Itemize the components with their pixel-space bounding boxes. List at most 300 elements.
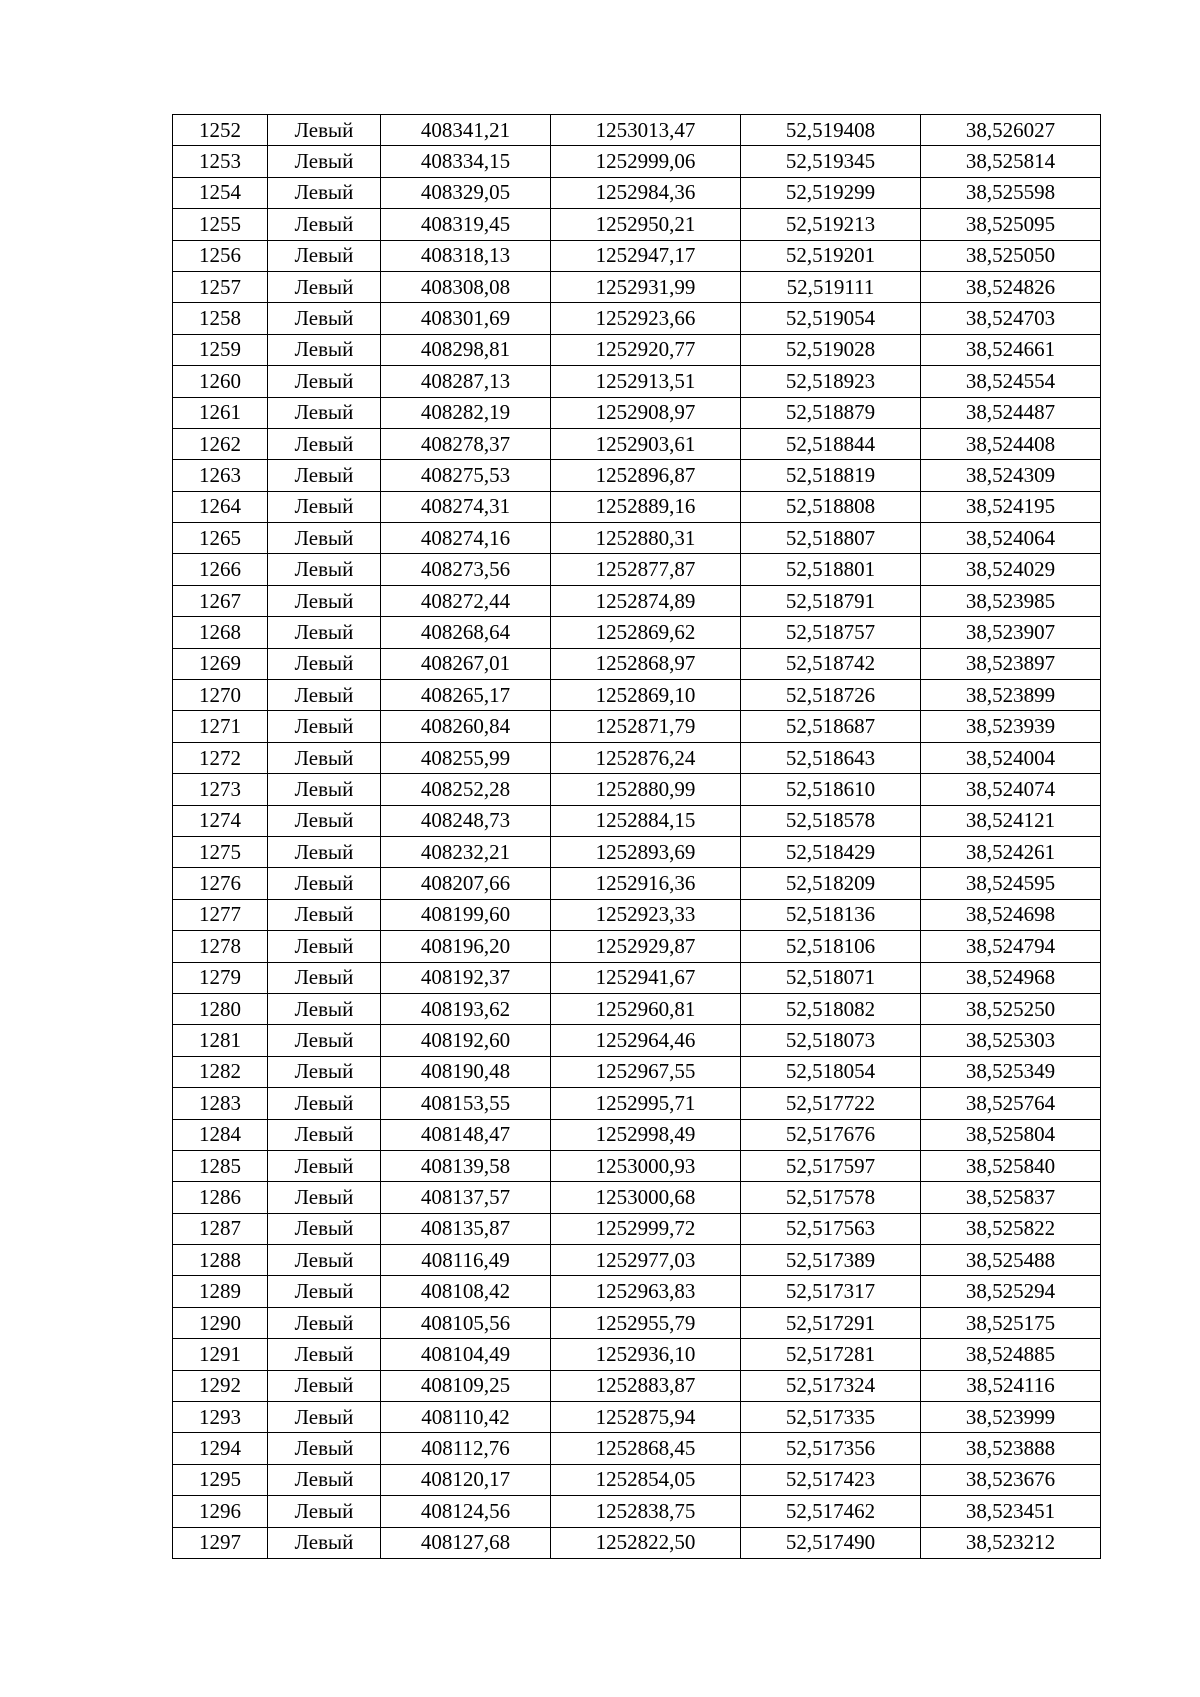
- table-row: [173, 774, 1101, 805]
- point-number-cell: 1281: [173, 1025, 268, 1056]
- point-number-cell: 1276: [173, 868, 268, 899]
- y-coordinate-cell: 1252893,69: [551, 836, 741, 867]
- latitude-cell: 52,518808: [741, 491, 921, 522]
- side-cell: Левый: [268, 617, 381, 648]
- table-row: [173, 1433, 1101, 1464]
- latitude-cell: 52,519111: [741, 271, 921, 302]
- y-coordinate-cell: 1252883,87: [551, 1370, 741, 1401]
- longitude-cell: 38,523939: [921, 711, 1101, 742]
- point-number-cell: 1264: [173, 491, 268, 522]
- y-coordinate-cell: 1252929,87: [551, 931, 741, 962]
- x-coordinate-cell: 408260,84: [381, 711, 551, 742]
- side-cell: Левый: [268, 334, 381, 365]
- x-coordinate-cell: 408255,99: [381, 742, 551, 773]
- side-cell: Левый: [268, 742, 381, 773]
- side-cell: Левый: [268, 397, 381, 428]
- table-row: [173, 1213, 1101, 1244]
- table-row: [173, 711, 1101, 742]
- x-coordinate-cell: 408232,21: [381, 836, 551, 867]
- longitude-cell: 38,524661: [921, 334, 1101, 365]
- point-number-cell: 1275: [173, 836, 268, 867]
- longitude-cell: 38,524116: [921, 1370, 1101, 1401]
- table-row: [173, 1182, 1101, 1213]
- latitude-cell: 52,517317: [741, 1276, 921, 1307]
- y-coordinate-cell: 1252877,87: [551, 554, 741, 585]
- table-row: [173, 617, 1101, 648]
- longitude-cell: 38,523676: [921, 1464, 1101, 1495]
- latitude-cell: 52,517722: [741, 1088, 921, 1119]
- latitude-cell: 52,517578: [741, 1182, 921, 1213]
- point-number-cell: 1274: [173, 805, 268, 836]
- latitude-cell: 52,518209: [741, 868, 921, 899]
- side-cell: Левый: [268, 428, 381, 459]
- longitude-cell: 38,525050: [921, 240, 1101, 271]
- x-coordinate-cell: 408192,37: [381, 962, 551, 993]
- y-coordinate-cell: 1252875,94: [551, 1402, 741, 1433]
- x-coordinate-cell: 408124,56: [381, 1496, 551, 1527]
- side-cell: Левый: [268, 271, 381, 302]
- side-cell: Левый: [268, 993, 381, 1024]
- y-coordinate-cell: 1252967,55: [551, 1056, 741, 1087]
- y-coordinate-cell: 1252880,31: [551, 523, 741, 554]
- y-coordinate-cell: 1252931,99: [551, 271, 741, 302]
- x-coordinate-cell: 408341,21: [381, 115, 551, 146]
- table-row: [173, 491, 1101, 522]
- side-cell: Левый: [268, 1025, 381, 1056]
- side-cell: Левый: [268, 1088, 381, 1119]
- table-row: [173, 271, 1101, 302]
- y-coordinate-cell: 1252995,71: [551, 1088, 741, 1119]
- x-coordinate-cell: 408109,25: [381, 1370, 551, 1401]
- point-number-cell: 1265: [173, 523, 268, 554]
- side-cell: Левый: [268, 303, 381, 334]
- point-number-cell: 1259: [173, 334, 268, 365]
- longitude-cell: 38,525294: [921, 1276, 1101, 1307]
- point-number-cell: 1285: [173, 1150, 268, 1181]
- x-coordinate-cell: 408104,49: [381, 1339, 551, 1370]
- side-cell: Левый: [268, 962, 381, 993]
- y-coordinate-cell: 1252955,79: [551, 1307, 741, 1338]
- longitude-cell: 38,523888: [921, 1433, 1101, 1464]
- longitude-cell: 38,524261: [921, 836, 1101, 867]
- latitude-cell: 52,518429: [741, 836, 921, 867]
- y-coordinate-cell: 1252838,75: [551, 1496, 741, 1527]
- latitude-cell: 52,519299: [741, 177, 921, 208]
- latitude-cell: 52,518807: [741, 523, 921, 554]
- y-coordinate-cell: 1252936,10: [551, 1339, 741, 1370]
- side-cell: Левый: [268, 648, 381, 679]
- latitude-cell: 52,518071: [741, 962, 921, 993]
- latitude-cell: 52,517563: [741, 1213, 921, 1244]
- longitude-cell: 38,526027: [921, 115, 1101, 146]
- table-row: [173, 460, 1101, 491]
- point-number-cell: 1263: [173, 460, 268, 491]
- y-coordinate-cell: 1252876,24: [551, 742, 741, 773]
- latitude-cell: 52,517490: [741, 1527, 921, 1558]
- side-cell: Левый: [268, 1402, 381, 1433]
- x-coordinate-cell: 408196,20: [381, 931, 551, 962]
- x-coordinate-cell: 408319,45: [381, 209, 551, 240]
- latitude-cell: 52,519213: [741, 209, 921, 240]
- y-coordinate-cell: 1252916,36: [551, 868, 741, 899]
- point-number-cell: 1297: [173, 1527, 268, 1558]
- longitude-cell: 38,525840: [921, 1150, 1101, 1181]
- latitude-cell: 52,518643: [741, 742, 921, 773]
- y-coordinate-cell: 1252889,16: [551, 491, 741, 522]
- x-coordinate-cell: 408148,47: [381, 1119, 551, 1150]
- y-coordinate-cell: 1252871,79: [551, 711, 741, 742]
- latitude-cell: 52,517676: [741, 1119, 921, 1150]
- side-cell: Левый: [268, 1182, 381, 1213]
- point-number-cell: 1280: [173, 993, 268, 1024]
- point-number-cell: 1273: [173, 774, 268, 805]
- longitude-cell: 38,525822: [921, 1213, 1101, 1244]
- x-coordinate-cell: 408308,08: [381, 271, 551, 302]
- side-cell: Левый: [268, 1056, 381, 1087]
- longitude-cell: 38,524554: [921, 366, 1101, 397]
- latitude-cell: 52,517462: [741, 1496, 921, 1527]
- point-number-cell: 1256: [173, 240, 268, 271]
- x-coordinate-cell: 408252,28: [381, 774, 551, 805]
- side-cell: Левый: [268, 1433, 381, 1464]
- x-coordinate-cell: 408274,31: [381, 491, 551, 522]
- point-number-cell: 1296: [173, 1496, 268, 1527]
- side-cell: Левый: [268, 460, 381, 491]
- point-number-cell: 1253: [173, 146, 268, 177]
- latitude-cell: 52,517423: [741, 1464, 921, 1495]
- table-row: [173, 554, 1101, 585]
- y-coordinate-cell: 1252923,66: [551, 303, 741, 334]
- table-row: [173, 209, 1101, 240]
- point-number-cell: 1282: [173, 1056, 268, 1087]
- latitude-cell: 52,518082: [741, 993, 921, 1024]
- table-row: [173, 648, 1101, 679]
- latitude-cell: 52,517281: [741, 1339, 921, 1370]
- side-cell: Левый: [268, 366, 381, 397]
- x-coordinate-cell: 408108,42: [381, 1276, 551, 1307]
- longitude-cell: 38,524029: [921, 554, 1101, 585]
- y-coordinate-cell: 1253013,47: [551, 115, 741, 146]
- side-cell: Левый: [268, 711, 381, 742]
- latitude-cell: 52,518757: [741, 617, 921, 648]
- x-coordinate-cell: 408282,19: [381, 397, 551, 428]
- point-number-cell: 1257: [173, 271, 268, 302]
- x-coordinate-cell: 408298,81: [381, 334, 551, 365]
- y-coordinate-cell: 1252868,45: [551, 1433, 741, 1464]
- x-coordinate-cell: 408116,49: [381, 1245, 551, 1276]
- table-row: [173, 962, 1101, 993]
- longitude-cell: 38,525837: [921, 1182, 1101, 1213]
- side-cell: Левый: [268, 1496, 381, 1527]
- y-coordinate-cell: 1252896,87: [551, 460, 741, 491]
- table-row: [173, 1496, 1101, 1527]
- table-row: [173, 899, 1101, 930]
- x-coordinate-cell: 408207,66: [381, 868, 551, 899]
- longitude-cell: 38,523907: [921, 617, 1101, 648]
- latitude-cell: 52,518819: [741, 460, 921, 491]
- table-row: [173, 1276, 1101, 1307]
- point-number-cell: 1270: [173, 680, 268, 711]
- x-coordinate-cell: 408273,56: [381, 554, 551, 585]
- side-cell: Левый: [268, 1213, 381, 1244]
- point-number-cell: 1255: [173, 209, 268, 240]
- latitude-cell: 52,519028: [741, 334, 921, 365]
- longitude-cell: 38,525349: [921, 1056, 1101, 1087]
- table-row: [173, 177, 1101, 208]
- longitude-cell: 38,525175: [921, 1307, 1101, 1338]
- table-row: [173, 585, 1101, 616]
- longitude-cell: 38,525303: [921, 1025, 1101, 1056]
- latitude-cell: 52,518801: [741, 554, 921, 585]
- side-cell: Левый: [268, 931, 381, 962]
- x-coordinate-cell: 408318,13: [381, 240, 551, 271]
- x-coordinate-cell: 408190,48: [381, 1056, 551, 1087]
- y-coordinate-cell: 1252903,61: [551, 428, 741, 459]
- latitude-cell: 52,517389: [741, 1245, 921, 1276]
- side-cell: Левый: [268, 680, 381, 711]
- coordinates-table-body: [173, 115, 1101, 1559]
- table-row: [173, 303, 1101, 334]
- side-cell: Левый: [268, 1307, 381, 1338]
- side-cell: Левый: [268, 899, 381, 930]
- x-coordinate-cell: 408334,15: [381, 146, 551, 177]
- coordinates-table: [172, 114, 1101, 1559]
- longitude-cell: 38,523897: [921, 648, 1101, 679]
- point-number-cell: 1260: [173, 366, 268, 397]
- x-coordinate-cell: 408301,69: [381, 303, 551, 334]
- x-coordinate-cell: 408265,17: [381, 680, 551, 711]
- latitude-cell: 52,519345: [741, 146, 921, 177]
- latitude-cell: 52,518578: [741, 805, 921, 836]
- x-coordinate-cell: 408153,55: [381, 1088, 551, 1119]
- longitude-cell: 38,524309: [921, 460, 1101, 491]
- table-row: [173, 115, 1101, 146]
- x-coordinate-cell: 408329,05: [381, 177, 551, 208]
- y-coordinate-cell: 1252960,81: [551, 993, 741, 1024]
- x-coordinate-cell: 408135,87: [381, 1213, 551, 1244]
- point-number-cell: 1278: [173, 931, 268, 962]
- x-coordinate-cell: 408248,73: [381, 805, 551, 836]
- longitude-cell: 38,524826: [921, 271, 1101, 302]
- point-number-cell: 1290: [173, 1307, 268, 1338]
- side-cell: Левый: [268, 554, 381, 585]
- table-row: [173, 240, 1101, 271]
- point-number-cell: 1286: [173, 1182, 268, 1213]
- longitude-cell: 38,524064: [921, 523, 1101, 554]
- side-cell: Левый: [268, 805, 381, 836]
- longitude-cell: 38,525488: [921, 1245, 1101, 1276]
- y-coordinate-cell: 1253000,93: [551, 1150, 741, 1181]
- longitude-cell: 38,523451: [921, 1496, 1101, 1527]
- side-cell: Левый: [268, 1339, 381, 1370]
- point-number-cell: 1271: [173, 711, 268, 742]
- x-coordinate-cell: 408199,60: [381, 899, 551, 930]
- table-row: [173, 1056, 1101, 1087]
- latitude-cell: 52,517597: [741, 1150, 921, 1181]
- y-coordinate-cell: 1252868,97: [551, 648, 741, 679]
- table-row: [173, 1245, 1101, 1276]
- y-coordinate-cell: 1252923,33: [551, 899, 741, 930]
- latitude-cell: 52,518136: [741, 899, 921, 930]
- point-number-cell: 1293: [173, 1402, 268, 1433]
- table-row: [173, 680, 1101, 711]
- y-coordinate-cell: 1252869,62: [551, 617, 741, 648]
- latitude-cell: 52,517335: [741, 1402, 921, 1433]
- point-number-cell: 1272: [173, 742, 268, 773]
- longitude-cell: 38,524408: [921, 428, 1101, 459]
- x-coordinate-cell: 408120,17: [381, 1464, 551, 1495]
- y-coordinate-cell: 1252920,77: [551, 334, 741, 365]
- x-coordinate-cell: 408275,53: [381, 460, 551, 491]
- side-cell: Левый: [268, 1119, 381, 1150]
- x-coordinate-cell: 408268,64: [381, 617, 551, 648]
- table-row: [173, 993, 1101, 1024]
- point-number-cell: 1279: [173, 962, 268, 993]
- side-cell: Левый: [268, 1370, 381, 1401]
- x-coordinate-cell: 408287,13: [381, 366, 551, 397]
- x-coordinate-cell: 408110,42: [381, 1402, 551, 1433]
- point-number-cell: 1289: [173, 1276, 268, 1307]
- x-coordinate-cell: 408192,60: [381, 1025, 551, 1056]
- latitude-cell: 52,518742: [741, 648, 921, 679]
- point-number-cell: 1254: [173, 177, 268, 208]
- table-row: [173, 397, 1101, 428]
- point-number-cell: 1267: [173, 585, 268, 616]
- latitude-cell: 52,519201: [741, 240, 921, 271]
- point-number-cell: 1294: [173, 1433, 268, 1464]
- side-cell: Левый: [268, 1245, 381, 1276]
- point-number-cell: 1268: [173, 617, 268, 648]
- side-cell: Левый: [268, 209, 381, 240]
- point-number-cell: 1277: [173, 899, 268, 930]
- table-row: [173, 1025, 1101, 1056]
- point-number-cell: 1261: [173, 397, 268, 428]
- y-coordinate-cell: 1252947,17: [551, 240, 741, 271]
- longitude-cell: 38,524195: [921, 491, 1101, 522]
- y-coordinate-cell: 1252913,51: [551, 366, 741, 397]
- longitude-cell: 38,523212: [921, 1527, 1101, 1558]
- latitude-cell: 52,518879: [741, 397, 921, 428]
- latitude-cell: 52,518844: [741, 428, 921, 459]
- longitude-cell: 38,525095: [921, 209, 1101, 240]
- x-coordinate-cell: 408278,37: [381, 428, 551, 459]
- y-coordinate-cell: 1252984,36: [551, 177, 741, 208]
- point-number-cell: 1288: [173, 1245, 268, 1276]
- latitude-cell: 52,519408: [741, 115, 921, 146]
- table-row: [173, 428, 1101, 459]
- side-cell: Левый: [268, 585, 381, 616]
- table-row: [173, 1370, 1101, 1401]
- latitude-cell: 52,517324: [741, 1370, 921, 1401]
- table-row: [173, 1119, 1101, 1150]
- longitude-cell: 38,524703: [921, 303, 1101, 334]
- table-row: [173, 1402, 1101, 1433]
- table-row: [173, 1307, 1101, 1338]
- y-coordinate-cell: 1252999,06: [551, 146, 741, 177]
- point-number-cell: 1291: [173, 1339, 268, 1370]
- table-row: [173, 523, 1101, 554]
- y-coordinate-cell: 1252854,05: [551, 1464, 741, 1495]
- table-row: [173, 868, 1101, 899]
- y-coordinate-cell: 1252977,03: [551, 1245, 741, 1276]
- point-number-cell: 1269: [173, 648, 268, 679]
- table-row: [173, 1464, 1101, 1495]
- point-number-cell: 1295: [173, 1464, 268, 1495]
- longitude-cell: 38,524074: [921, 774, 1101, 805]
- point-number-cell: 1258: [173, 303, 268, 334]
- side-cell: Левый: [268, 177, 381, 208]
- side-cell: Левый: [268, 146, 381, 177]
- y-coordinate-cell: 1252908,97: [551, 397, 741, 428]
- longitude-cell: 38,525598: [921, 177, 1101, 208]
- y-coordinate-cell: 1252998,49: [551, 1119, 741, 1150]
- longitude-cell: 38,523999: [921, 1402, 1101, 1433]
- latitude-cell: 52,519054: [741, 303, 921, 334]
- latitude-cell: 52,518106: [741, 931, 921, 962]
- latitude-cell: 52,518610: [741, 774, 921, 805]
- table-row: [173, 146, 1101, 177]
- table-row: [173, 366, 1101, 397]
- point-number-cell: 1252: [173, 115, 268, 146]
- y-coordinate-cell: 1252941,67: [551, 962, 741, 993]
- side-cell: Левый: [268, 1276, 381, 1307]
- latitude-cell: 52,518923: [741, 366, 921, 397]
- x-coordinate-cell: 408105,56: [381, 1307, 551, 1338]
- longitude-cell: 38,525814: [921, 146, 1101, 177]
- point-number-cell: 1292: [173, 1370, 268, 1401]
- y-coordinate-cell: 1252999,72: [551, 1213, 741, 1244]
- point-number-cell: 1284: [173, 1119, 268, 1150]
- side-cell: Левый: [268, 868, 381, 899]
- side-cell: Левый: [268, 1527, 381, 1558]
- side-cell: Левый: [268, 491, 381, 522]
- latitude-cell: 52,517356: [741, 1433, 921, 1464]
- longitude-cell: 38,525250: [921, 993, 1101, 1024]
- longitude-cell: 38,525764: [921, 1088, 1101, 1119]
- longitude-cell: 38,523985: [921, 585, 1101, 616]
- y-coordinate-cell: 1252880,99: [551, 774, 741, 805]
- side-cell: Левый: [268, 774, 381, 805]
- longitude-cell: 38,524121: [921, 805, 1101, 836]
- side-cell: Левый: [268, 836, 381, 867]
- longitude-cell: 38,524968: [921, 962, 1101, 993]
- side-cell: Левый: [268, 523, 381, 554]
- side-cell: Левый: [268, 1464, 381, 1495]
- table-row: [173, 1088, 1101, 1119]
- x-coordinate-cell: 408267,01: [381, 648, 551, 679]
- x-coordinate-cell: 408137,57: [381, 1182, 551, 1213]
- point-number-cell: 1266: [173, 554, 268, 585]
- latitude-cell: 52,518687: [741, 711, 921, 742]
- longitude-cell: 38,524004: [921, 742, 1101, 773]
- longitude-cell: 38,525804: [921, 1119, 1101, 1150]
- point-number-cell: 1262: [173, 428, 268, 459]
- side-cell: Левый: [268, 1150, 381, 1181]
- latitude-cell: 52,518073: [741, 1025, 921, 1056]
- latitude-cell: 52,517291: [741, 1307, 921, 1338]
- x-coordinate-cell: 408112,76: [381, 1433, 551, 1464]
- x-coordinate-cell: 408193,62: [381, 993, 551, 1024]
- table-row: [173, 836, 1101, 867]
- latitude-cell: 52,518054: [741, 1056, 921, 1087]
- table-row: [173, 334, 1101, 365]
- point-number-cell: 1283: [173, 1088, 268, 1119]
- y-coordinate-cell: 1253000,68: [551, 1182, 741, 1213]
- x-coordinate-cell: 408272,44: [381, 585, 551, 616]
- longitude-cell: 38,523899: [921, 680, 1101, 711]
- y-coordinate-cell: 1252950,21: [551, 209, 741, 240]
- longitude-cell: 38,524794: [921, 931, 1101, 962]
